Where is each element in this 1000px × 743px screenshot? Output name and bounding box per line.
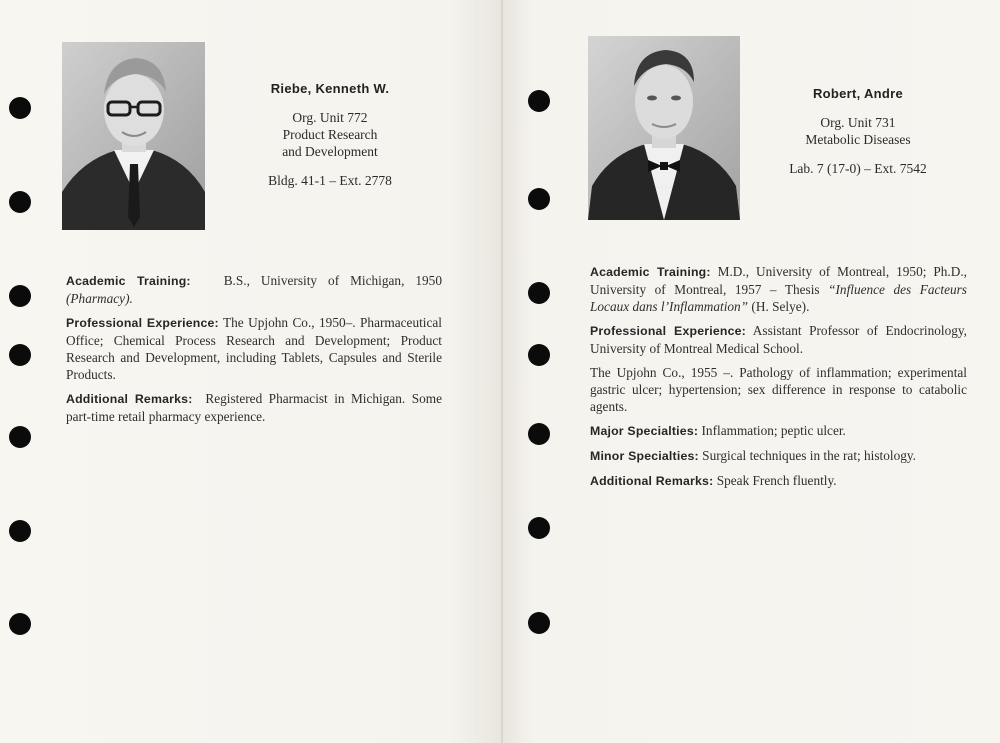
section-text: B.S., University of Michigan, 1950 — [223, 273, 442, 288]
binder-hole — [9, 613, 31, 635]
profile-body — [590, 263, 967, 497]
academic-training-section — [590, 263, 967, 315]
binder-hole — [528, 188, 550, 210]
binder-hole — [9, 285, 31, 307]
portrait-photo — [588, 36, 740, 220]
binder-hole — [9, 191, 31, 213]
section-text-italic: (Pharmacy). — [66, 291, 133, 306]
binder-hole — [528, 344, 550, 366]
section-label: Major Specialties: — [590, 424, 699, 438]
section-label: Additional Remarks: — [590, 474, 714, 488]
lab-extension: Lab. 7 (17-0) – Ext. 7542 — [789, 161, 927, 176]
professional-experience-section — [66, 314, 442, 383]
minor-specialties-section — [590, 447, 967, 465]
section-text: Speak French fluently. — [716, 473, 837, 488]
additional-remarks-section — [590, 472, 967, 490]
section-text: M.D., University of Montreal, 1950; Ph.D., University of Montreal, 1957 – Thesis — [590, 264, 968, 297]
binder-hole — [528, 423, 550, 445]
profile-body — [66, 272, 442, 432]
org-unit: Org. Unit 772 — [292, 110, 368, 125]
major-specialties-section — [590, 422, 967, 440]
binder-hole — [9, 344, 31, 366]
section-text: The Upjohn Co., 1955 –. Pathology of inflammation; experimental gastric ulcer; hypertension; sex difference in response to catabolic agents. — [590, 365, 967, 414]
department-line: Product Research — [282, 127, 378, 142]
building-extension: Bldg. 41-1 – Ext. 2778 — [268, 173, 392, 188]
section-label: Additional Remarks: — [66, 392, 193, 406]
person-name: Robert, Andre — [812, 86, 904, 101]
section-label: Academic Training: — [66, 274, 191, 288]
section-label: Professional Experience: — [590, 324, 746, 338]
binder-hole — [528, 517, 550, 539]
person-name: Riebe, Kenneth W. — [270, 81, 390, 96]
profile-header — [230, 80, 430, 189]
profile-header — [758, 85, 958, 177]
section-text: Registered Pharmacist in Michigan. Some part-time retail pharmacy experience. — [66, 391, 442, 424]
section-label: Academic Training: — [590, 265, 711, 279]
section-text: (H. Selye). — [751, 299, 810, 314]
section-text: The Upjohn Co., 1950–. Pharmaceutical Office; Chemical Process Research and Development; Product Research and Development, including Tablets, Capsules and Sterile Products. — [66, 315, 442, 382]
binder-hole — [9, 97, 31, 119]
binder-hole — [528, 90, 550, 112]
department-line: Metabolic Diseases — [805, 132, 911, 147]
section-label: Professional Experience: — [66, 316, 219, 330]
thesis-title: “Influence des Facteurs Locaux dans l’Inflammation” — [590, 282, 967, 314]
binder-hole — [9, 520, 31, 542]
binder-hole — [528, 612, 550, 634]
binder-hole — [528, 282, 550, 304]
right-page — [503, 0, 1000, 743]
binder-hole — [9, 426, 31, 448]
org-unit: Org. Unit 731 — [820, 115, 896, 130]
section-text: Inflammation; peptic ulcer. — [701, 423, 846, 438]
section-label: Minor Specialties: — [590, 449, 699, 463]
portrait-photo — [62, 42, 205, 230]
department-line: and Development — [282, 144, 378, 159]
professional-experience-section — [590, 322, 967, 357]
upjohn-experience-section — [590, 364, 967, 415]
section-text: Assistant Professor of Endocrinology, University of Montreal Medical School. — [590, 323, 967, 356]
additional-remarks-section — [66, 390, 442, 425]
section-text: Surgical techniques in the rat; histology. — [702, 448, 916, 463]
academic-training-section — [66, 272, 442, 307]
